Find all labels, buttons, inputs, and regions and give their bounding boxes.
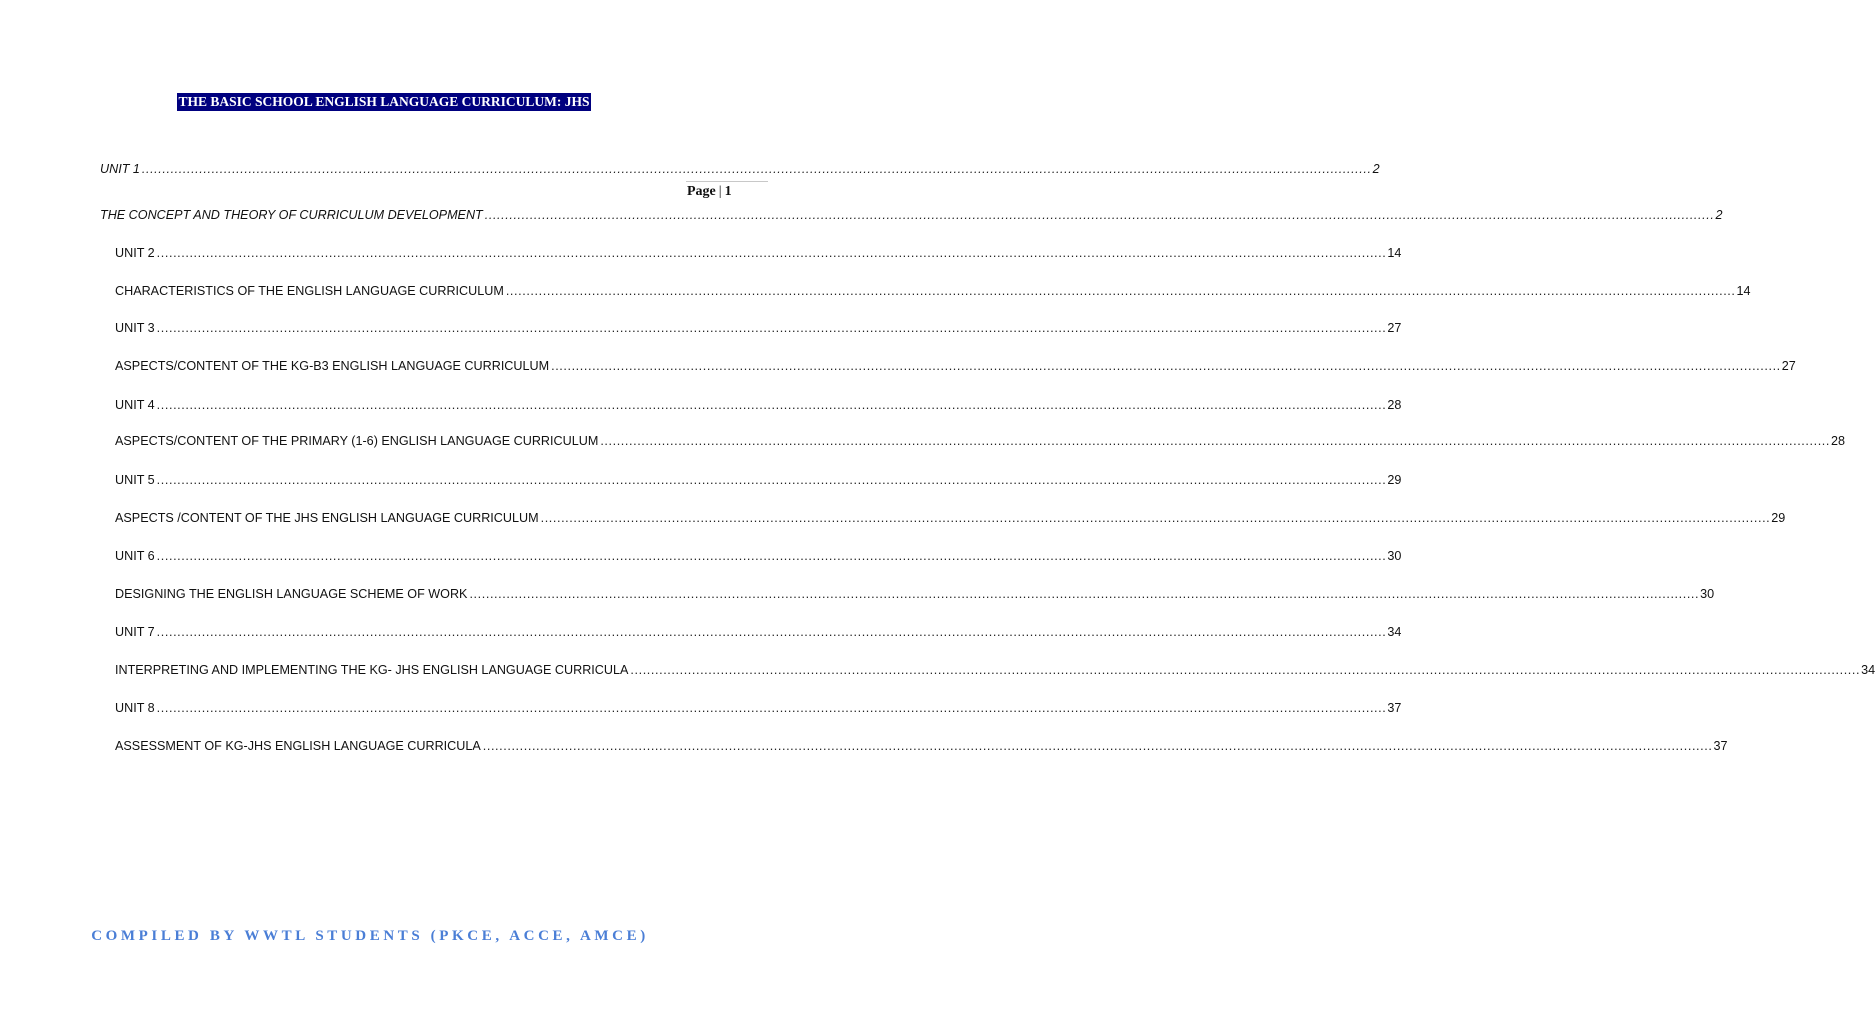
- toc-entry-page: 14: [1387, 246, 1402, 260]
- toc-dot-leader: ............................................................................................................................................................................................................................................................................................................: [156, 398, 1387, 412]
- toc-entry-text: UNIT 7: [115, 625, 155, 639]
- toc-entry-page: 30: [1700, 587, 1715, 601]
- page-number-header: [687, 183, 732, 201]
- toc-entry-page: 27: [1781, 359, 1796, 373]
- toc-entry-text: UNIT 8: [115, 701, 155, 715]
- toc-entry-text: UNIT 2: [115, 246, 155, 260]
- toc-dot-leader: ............................................................................................................................................................................................................................................................................................................: [156, 321, 1387, 335]
- toc-entry-concept-theory[interactable]: [100, 206, 1723, 224]
- toc-entry-text: ASSESSMENT OF KG-JHS ENGLISH LANGUAGE CURRICULA: [115, 739, 481, 753]
- toc-entry-page: 37: [1387, 701, 1402, 715]
- toc-entry-page: 28: [1831, 434, 1846, 448]
- toc-entry-assessment[interactable]: [115, 737, 1728, 755]
- footer-credit: COMPILED BY WWTL STUDENTS (PKCE, ACCE, AMCE): [91, 928, 649, 944]
- toc-entry-page: 29: [1771, 511, 1786, 525]
- page-separator: |: [718, 184, 722, 199]
- toc-entry-text: UNIT 4: [115, 398, 155, 412]
- toc-entry-page: 29: [1387, 473, 1402, 487]
- toc-dot-leader: ............................................................................................................................................................................................................................................................................................................: [600, 434, 1830, 448]
- header-rule: [686, 181, 768, 182]
- toc-dot-leader: ............................................................................................................................................................................................................................................................................................................: [551, 359, 1781, 373]
- toc-dot-leader: ............................................................................................................................................................................................................................................................................................................: [505, 284, 1736, 298]
- toc-dot-leader: ............................................................................................................................................................................................................................................................................................................: [156, 549, 1387, 563]
- toc-entry-text: UNIT 1: [100, 162, 140, 176]
- toc-entry-text: DESIGNING THE ENGLISH LANGUAGE SCHEME OF WORK: [115, 587, 468, 601]
- toc-dot-leader: ............................................................................................................................................................................................................................................................................................................: [482, 739, 1713, 753]
- toc-entry-unit-8[interactable]: [115, 699, 1402, 717]
- toc-entry-page: 34: [1387, 625, 1402, 639]
- toc-dot-leader: ............................................................................................................................................................................................................................................................................................................: [141, 162, 1372, 176]
- toc-entry-page: 34: [1861, 663, 1875, 677]
- toc-entry-page: 14: [1736, 284, 1751, 298]
- toc-entry-unit-4[interactable]: [115, 396, 1402, 414]
- toc-dot-leader: ............................................................................................................................................................................................................................................................................................................: [156, 246, 1387, 260]
- toc-entry-unit-6[interactable]: [115, 547, 1402, 565]
- toc-entry-page: 30: [1387, 549, 1402, 563]
- toc-entry-scheme-of-work[interactable]: [115, 585, 1715, 603]
- toc-dot-leader: ............................................................................................................................................................................................................................................................................................................: [484, 208, 1715, 222]
- toc-entry-text: UNIT 3: [115, 321, 155, 335]
- toc-entry-interpreting-implementing[interactable]: [115, 661, 1875, 679]
- toc-entry-primary-aspects[interactable]: [115, 432, 1846, 450]
- toc-dot-leader: ............................................................................................................................................................................................................................................................................................................: [540, 511, 1771, 525]
- toc-entry-unit-2[interactable]: [115, 244, 1402, 262]
- toc-entry-unit-7[interactable]: [115, 623, 1402, 641]
- toc-entry-unit-1[interactable]: [100, 160, 1380, 178]
- toc-entry-unit-3[interactable]: [115, 319, 1402, 337]
- toc-entry-page: 28: [1387, 398, 1402, 412]
- toc-entry-jhs-aspects[interactable]: [115, 509, 1786, 527]
- toc-dot-leader: ............................................................................................................................................................................................................................................................................................................: [469, 587, 1700, 601]
- toc-entry-page: 37: [1713, 739, 1728, 753]
- toc-entry-text: ASPECTS/CONTENT OF THE KG-B3 ENGLISH LANGUAGE CURRICULUM: [115, 359, 550, 373]
- page-number: 1: [724, 184, 732, 199]
- toc-dot-leader: ............................................................................................................................................................................................................................................................................................................: [156, 625, 1387, 639]
- title-block: [0, 93, 768, 111]
- toc-dot-leader: ............................................................................................................................................................................................................................................................................................................: [156, 473, 1387, 487]
- toc-entry-text: INTERPRETING AND IMPLEMENTING THE KG- JHS ENGLISH LANGUAGE CURRICULA: [115, 663, 629, 677]
- toc-entry-page: 2: [1372, 162, 1380, 176]
- toc-entry-text: CHARACTERISTICS OF THE ENGLISH LANGUAGE CURRICULUM: [115, 284, 504, 298]
- page-label: Page: [687, 184, 716, 199]
- toc-entry-unit-5[interactable]: [115, 471, 1402, 489]
- toc-entry-page: 27: [1387, 321, 1402, 335]
- document-title: THE BASIC SCHOOL ENGLISH LANGUAGE CURRICULUM: JHS: [178, 94, 590, 109]
- toc-entry-kg-b3-aspects[interactable]: [115, 357, 1796, 375]
- toc-entry-page: 2: [1715, 208, 1723, 222]
- toc-entry-text: UNIT 6: [115, 549, 155, 563]
- toc-entry-text: UNIT 5: [115, 473, 155, 487]
- toc-dot-leader: ............................................................................................................................................................................................................................................................................................................: [156, 701, 1387, 715]
- toc-entry-text: ASPECTS /CONTENT OF THE JHS ENGLISH LANGUAGE CURRICULUM: [115, 511, 539, 525]
- toc-entry-text: ASPECTS/CONTENT OF THE PRIMARY (1-6) ENGLISH LANGUAGE CURRICULUM: [115, 434, 599, 448]
- toc-entry-characteristics[interactable]: [115, 282, 1751, 300]
- toc-entry-text: THE CONCEPT AND THEORY OF CURRICULUM DEVELOPMENT: [100, 208, 483, 222]
- toc-dot-leader: ............................................................................................................................................................................................................................................................................................................: [630, 663, 1861, 677]
